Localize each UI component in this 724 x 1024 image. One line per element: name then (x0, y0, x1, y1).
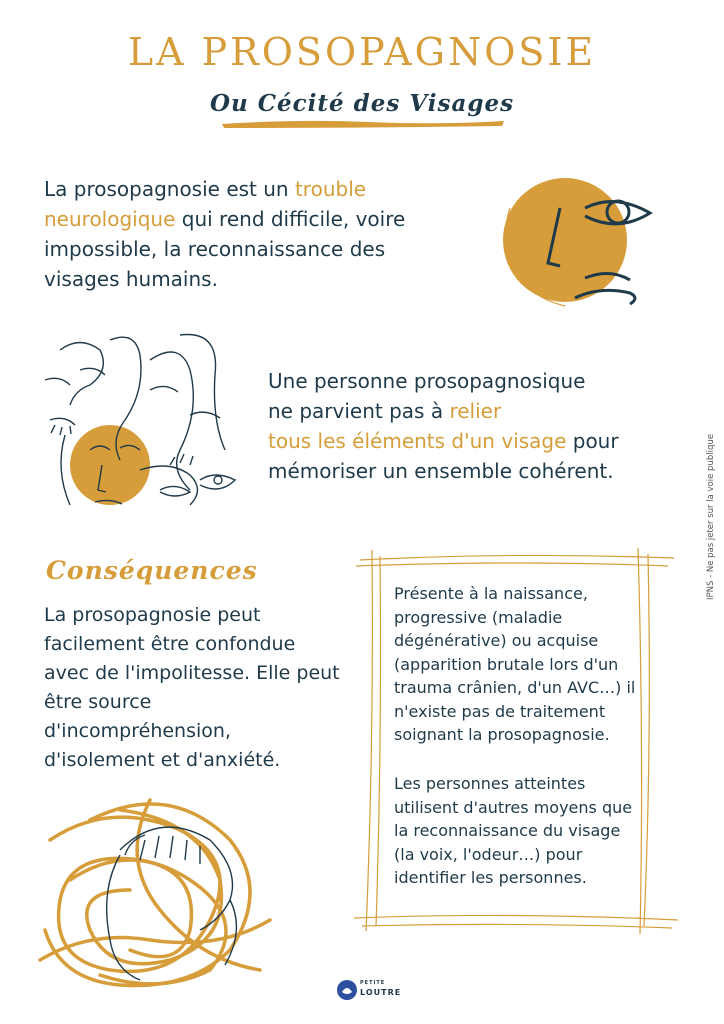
intro-text-1: La prosopagnosie est un (44, 177, 295, 201)
intro-paragraph (44, 174, 434, 294)
second-line-3: pour (566, 429, 619, 453)
info-box-para-2: Les personnes atteintes utilisent d'autres moyens que la reconnaissance du visage (la voix, l'odeur…) pour identifier les personnes. (394, 774, 633, 887)
info-box-para-1: Présente à la naissance, progressive (maladie dégénérative) ou acquise (apparition brutale lors d'un trauma crânien, d'un AVC…) il n'existe pas de traitement soignant la prosopagnosie. (394, 584, 636, 744)
subtitle-underline-brush (218, 116, 508, 130)
face-eye-illustration (490, 168, 660, 318)
second-accent-2: tous les éléments d'un visage (268, 429, 567, 453)
page-subtitle: Ou Cécité des Visages (209, 90, 515, 117)
tangled-person-illustration (30, 780, 300, 1000)
second-accent-1: relier (449, 399, 502, 423)
page-title: LA PROSOPAGNOSIE (127, 30, 597, 74)
side-legal-note: IPNS - Ne pas jeter sur la voie publique (706, 434, 716, 600)
second-line-2: ne parvient pas à (268, 399, 450, 423)
logo-big-text: LOUTRE (360, 988, 402, 997)
otter-logo-icon (336, 978, 358, 1002)
faces-lineart-illustration (40, 330, 240, 515)
second-line-1: Une personne prosopagnosique (268, 369, 586, 393)
consequences-heading: Conséquences (46, 556, 258, 585)
second-paragraph (268, 366, 678, 486)
logo-small-text: PETITE (360, 980, 386, 986)
second-line-4: mémoriser un ensemble cohérent. (268, 459, 614, 483)
intro-accent: trouble neurologique (44, 177, 367, 231)
petite-loutre-logo (336, 976, 406, 1006)
consequences-text: La prosopagnosie peut facilement être confondue avec de l'impolitesse. Elle peut être source d'incompréhension, d'isolement et d'anxiété. (44, 604, 340, 771)
intro-text-2: qui rend difficile, voire impossible, la reconnaissance des visages humains. (44, 207, 406, 291)
